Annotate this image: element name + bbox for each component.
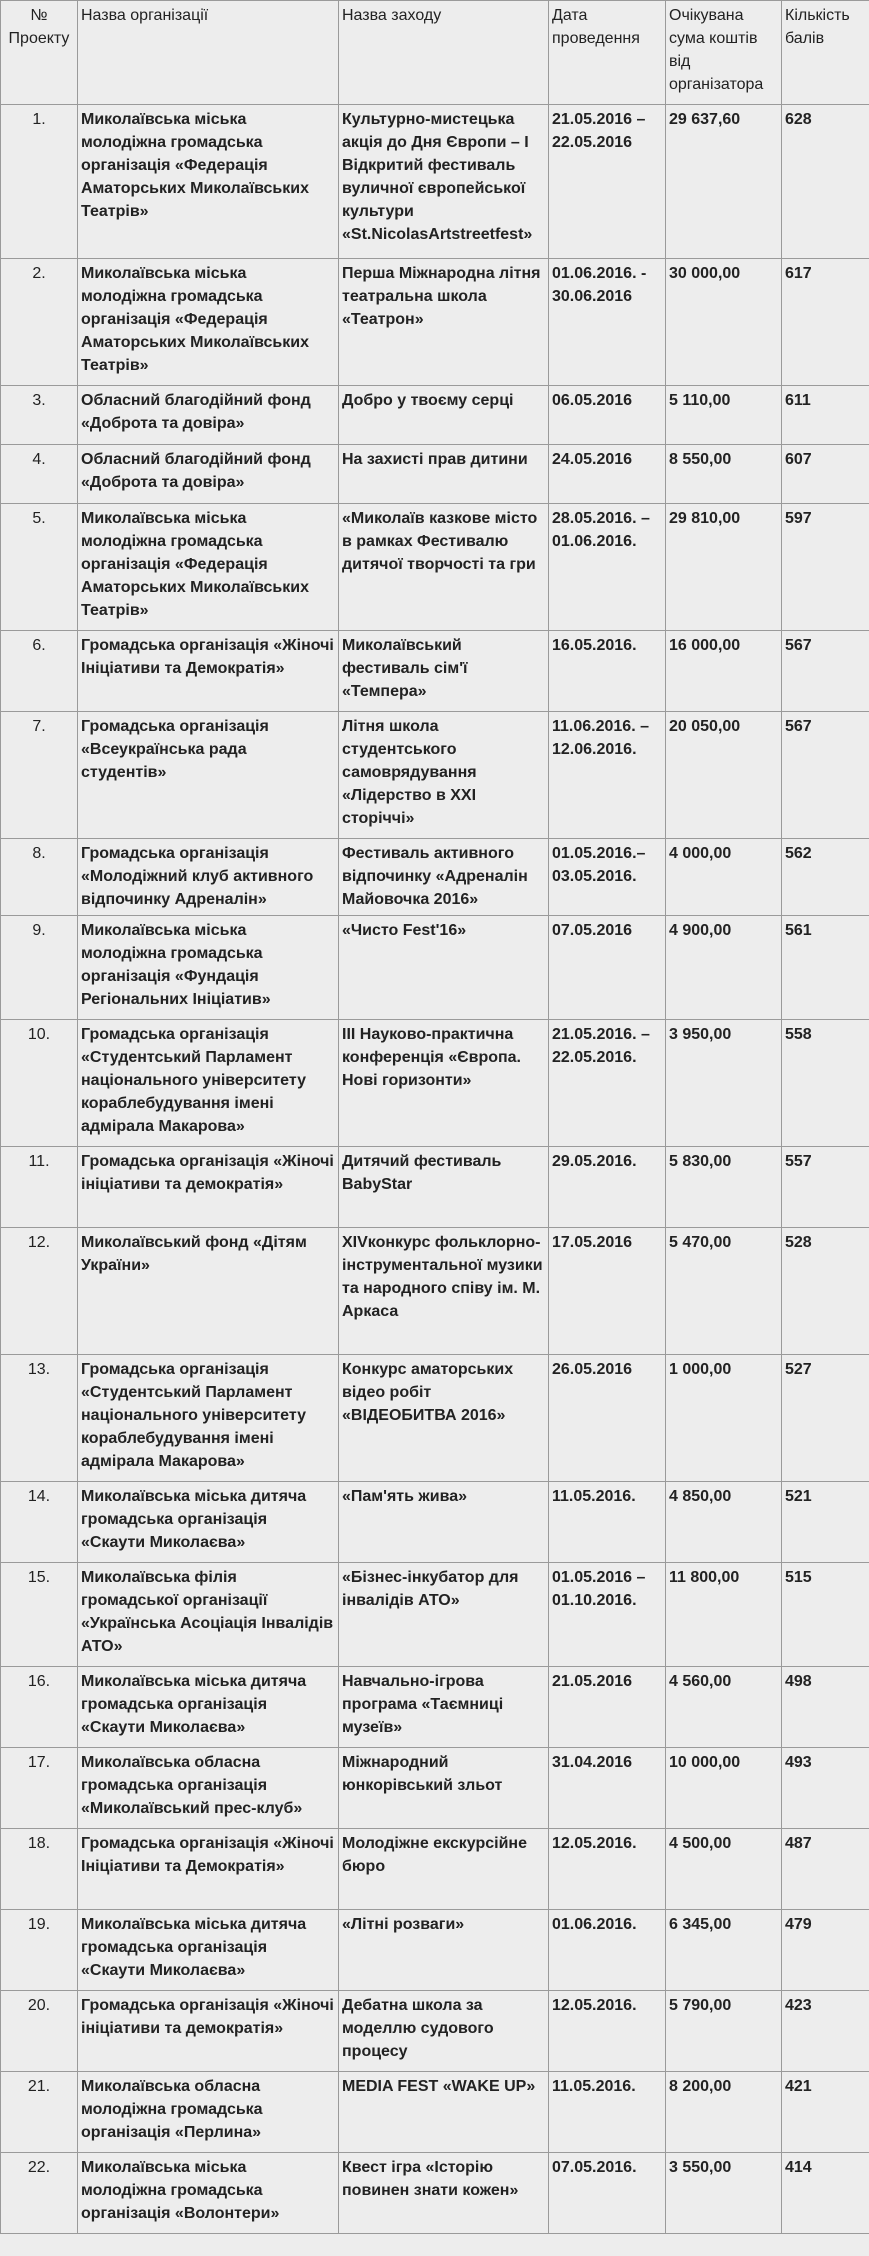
cell-score: 423 <box>782 1991 869 2072</box>
cell-number: 11. <box>1 1147 78 1228</box>
cell-event: На захисті прав дитини <box>339 445 549 504</box>
cell-amount: 4 000,00 <box>666 839 782 916</box>
cell-date: 17.05.2016 <box>549 1228 666 1355</box>
cell-date: 12.05.2016. <box>549 1991 666 2072</box>
cell-amount: 8 200,00 <box>666 2072 782 2153</box>
table-row <box>1 445 869 504</box>
cell-organization: Миколаївська обласна громадська організація «Миколаївський прес-клуб» <box>78 1748 339 1829</box>
cell-date: 11.05.2016. <box>549 2072 666 2153</box>
cell-date: 29.05.2016. <box>549 1147 666 1228</box>
cell-organization: Обласний благодійний фонд «Доброта та довіра» <box>78 386 339 445</box>
cell-number: 18. <box>1 1829 78 1910</box>
cell-number: 9. <box>1 916 78 1020</box>
cell-event: «Чисто Fest'16» <box>339 916 549 1020</box>
cell-event: Квест ігра «Історію повинен знати кожен» <box>339 2153 549 2234</box>
table-row <box>1 1991 869 2072</box>
cell-amount: 3 550,00 <box>666 2153 782 2234</box>
cell-number: 21. <box>1 2072 78 2153</box>
table-row <box>1 1355 869 1482</box>
cell-event: «Бізнес-інкубатор для інвалідів АТО» <box>339 1563 549 1667</box>
cell-organization: Громадська організація «Всеукраїнська рада студентів» <box>78 712 339 839</box>
cell-date: 16.05.2016. <box>549 631 666 712</box>
table-row <box>1 2153 869 2234</box>
cell-number: 3. <box>1 386 78 445</box>
cell-amount: 4 900,00 <box>666 916 782 1020</box>
cell-organization: Миколаївський фонд «Дітям України» <box>78 1228 339 1355</box>
cell-date: 12.05.2016. <box>549 1829 666 1910</box>
cell-score: 414 <box>782 2153 869 2234</box>
cell-amount: 29 637,60 <box>666 105 782 259</box>
cell-organization: Миколаївська міська дитяча громадська організація «Скаути Миколаєва» <box>78 1482 339 1563</box>
cell-organization: Громадська організація «Жіночі ініціативи та демократія» <box>78 1147 339 1228</box>
cell-event: Дебатна школа за моделлю судового процесу <box>339 1991 549 2072</box>
table-row <box>1 1482 869 1563</box>
cell-date: 11.05.2016. <box>549 1482 666 1563</box>
table-row <box>1 1829 869 1910</box>
cell-organization: Миколаївська міська молодіжна громадська організація «Федерація Аматорських Миколаївських Театрів» <box>78 105 339 259</box>
table-row <box>1 1147 869 1228</box>
table-body <box>1 105 869 2234</box>
cell-event: Фестиваль активного відпочинку «Адреналін Майовочка 2016» <box>339 839 549 916</box>
cell-score: 493 <box>782 1748 869 1829</box>
cell-number: 8. <box>1 839 78 916</box>
cell-event: Молодіжне екскурсійне бюро <box>339 1829 549 1910</box>
cell-number: 1. <box>1 105 78 259</box>
cell-score: 528 <box>782 1228 869 1355</box>
header-number: № Проекту <box>1 1 78 105</box>
cell-date: 07.05.2016. <box>549 2153 666 2234</box>
cell-event: ХІVконкурс фольклорно-інструментальної музики та народного співу ім. М. Аркаса <box>339 1228 549 1355</box>
cell-date: 11.06.2016. –12.06.2016. <box>549 712 666 839</box>
table-row <box>1 1228 869 1355</box>
cell-organization: Громадська організація «Жіночі ініціативи та демократія» <box>78 1991 339 2072</box>
cell-organization: Громадська організація «Студентський Парламент національного університету кораблебудування імені адмірала Макарова» <box>78 1355 339 1482</box>
table-row <box>1 259 869 386</box>
cell-amount: 4 500,00 <box>666 1829 782 1910</box>
cell-number: 7. <box>1 712 78 839</box>
cell-event: Навчально-ігрова програма «Таємниці музеїв» <box>339 1667 549 1748</box>
cell-amount: 30 000,00 <box>666 259 782 386</box>
table-row <box>1 386 869 445</box>
cell-organization: Громадська організація «Жіночі Ініціативи та Демократія» <box>78 631 339 712</box>
cell-organization: Обласний благодійний фонд «Доброта та довіра» <box>78 445 339 504</box>
cell-number: 6. <box>1 631 78 712</box>
cell-number: 14. <box>1 1482 78 1563</box>
cell-amount: 5 790,00 <box>666 1991 782 2072</box>
cell-event: Культурно-мистецька акція до Дня Європи – І Відкритий фестиваль вуличної європейської культури «St.NicolasArtstreetfest» <box>339 105 549 259</box>
cell-number: 19. <box>1 1910 78 1991</box>
cell-number: 10. <box>1 1020 78 1147</box>
cell-number: 17. <box>1 1748 78 1829</box>
cell-date: 21.05.2016 <box>549 1667 666 1748</box>
cell-amount: 5 830,00 <box>666 1147 782 1228</box>
cell-score: 567 <box>782 631 869 712</box>
cell-amount: 29 810,00 <box>666 504 782 631</box>
header-score: Кількість балів <box>782 1 869 105</box>
cell-amount: 4 560,00 <box>666 1667 782 1748</box>
cell-organization: Миколаївська міська молодіжна громадська організація «Волонтери» <box>78 2153 339 2234</box>
header-row <box>1 1 869 105</box>
cell-number: 2. <box>1 259 78 386</box>
header-organization: Назва організації <box>78 1 339 105</box>
cell-number: 20. <box>1 1991 78 2072</box>
cell-organization: Миколаївська обласна молодіжна громадська організація «Перлина» <box>78 2072 339 2153</box>
cell-date: 24.05.2016 <box>549 445 666 504</box>
table-row <box>1 1667 869 1748</box>
cell-number: 13. <box>1 1355 78 1482</box>
table-row <box>1 1563 869 1667</box>
cell-score: 557 <box>782 1147 869 1228</box>
cell-amount: 6 345,00 <box>666 1910 782 1991</box>
cell-score: 421 <box>782 2072 869 2153</box>
cell-amount: 5 110,00 <box>666 386 782 445</box>
cell-amount: 11 800,00 <box>666 1563 782 1667</box>
table-row <box>1 504 869 631</box>
cell-event: Міжнародний юнкорівський зльот <box>339 1748 549 1829</box>
cell-number: 4. <box>1 445 78 504</box>
cell-date: 07.05.2016 <box>549 916 666 1020</box>
table-row <box>1 105 869 259</box>
table-row <box>1 1910 869 1991</box>
cell-amount: 20 050,00 <box>666 712 782 839</box>
cell-score: 521 <box>782 1482 869 1563</box>
cell-date: 06.05.2016 <box>549 386 666 445</box>
cell-event: Конкурс аматорських відео робіт «ВІДЕОБИТВА 2016» <box>339 1355 549 1482</box>
cell-organization: Миколаївська міська дитяча громадська організація «Скаути Миколаєва» <box>78 1910 339 1991</box>
cell-score: 567 <box>782 712 869 839</box>
header-date: Дата проведення <box>549 1 666 105</box>
cell-number: 12. <box>1 1228 78 1355</box>
cell-score: 611 <box>782 386 869 445</box>
cell-amount: 16 000,00 <box>666 631 782 712</box>
cell-date: 31.04.2016 <box>549 1748 666 1829</box>
cell-event: «Літні розваги» <box>339 1910 549 1991</box>
table-row <box>1 1748 869 1829</box>
cell-organization: Громадська організація «Жіночі Ініціативи та Демократія» <box>78 1829 339 1910</box>
cell-amount: 3 950,00 <box>666 1020 782 1147</box>
cell-score: 487 <box>782 1829 869 1910</box>
cell-date: 01.05.2016 – 01.10.2016. <box>549 1563 666 1667</box>
cell-event: Миколаївський фестиваль сім'ї «Темпера» <box>339 631 549 712</box>
cell-event: Дитячий фестиваль BabyStar <box>339 1147 549 1228</box>
cell-score: 527 <box>782 1355 869 1482</box>
cell-event: «Пам'ять жива» <box>339 1482 549 1563</box>
cell-date: 01.06.2016. <box>549 1910 666 1991</box>
cell-organization: Миколаївська філія громадської організації «Українська Асоціація Інвалідів АТО» <box>78 1563 339 1667</box>
cell-event: ІІІ Науково-практична конференція «Європа. Нові горизонти» <box>339 1020 549 1147</box>
cell-date: 28.05.2016. – 01.06.2016. <box>549 504 666 631</box>
cell-organization: Миколаївська міська молодіжна громадська організація «Фундація Регіональних Ініціатив» <box>78 916 339 1020</box>
cell-date: 01.05.2016.– 03.05.2016. <box>549 839 666 916</box>
cell-organization: Громадська організація «Молодіжний клуб активного відпочинку Адреналін» <box>78 839 339 916</box>
cell-number: 22. <box>1 2153 78 2234</box>
cell-organization: Миколаївська міська молодіжна громадська організація «Федерація Аматорських Миколаївських Театрів» <box>78 259 339 386</box>
cell-date: 21.05.2016 – 22.05.2016 <box>549 105 666 259</box>
cell-date: 01.06.2016. - 30.06.2016 <box>549 259 666 386</box>
cell-amount: 1 000,00 <box>666 1355 782 1482</box>
cell-score: 562 <box>782 839 869 916</box>
table-row <box>1 916 869 1020</box>
cell-date: 26.05.2016 <box>549 1355 666 1482</box>
table-row <box>1 712 869 839</box>
cell-score: 628 <box>782 105 869 259</box>
table-row <box>1 631 869 712</box>
table-row <box>1 839 869 916</box>
cell-score: 617 <box>782 259 869 386</box>
cell-score: 561 <box>782 916 869 1020</box>
cell-event: Добро у твоєму серці <box>339 386 549 445</box>
cell-number: 15. <box>1 1563 78 1667</box>
header-amount: Очікувана сума коштів від організатора <box>666 1 782 105</box>
cell-number: 16. <box>1 1667 78 1748</box>
cell-score: 498 <box>782 1667 869 1748</box>
cell-amount: 8 550,00 <box>666 445 782 504</box>
cell-date: 21.05.2016. – 22.05.2016. <box>549 1020 666 1147</box>
table-row <box>1 2072 869 2153</box>
cell-organization: Миколаївська міська молодіжна громадська організація «Федерація Аматорських Миколаївських Театрів» <box>78 504 339 631</box>
cell-event: MEDIA FEST «WAKE UP» <box>339 2072 549 2153</box>
cell-number: 5. <box>1 504 78 631</box>
cell-event: Літня школа студентського самоврядування «Лідерство в ХХІ сторіччі» <box>339 712 549 839</box>
cell-event: Перша Міжнародна літня театральна школа «Театрон» <box>339 259 549 386</box>
cell-score: 558 <box>782 1020 869 1147</box>
cell-organization: Громадська організація «Студентський Парламент національного університету кораблебудування імені адмірала Макарова» <box>78 1020 339 1147</box>
cell-amount: 4 850,00 <box>666 1482 782 1563</box>
cell-amount: 5 470,00 <box>666 1228 782 1355</box>
cell-score: 479 <box>782 1910 869 1991</box>
cell-event: «Миколаїв казкове місто в рамках Фестивалю дитячої творчості та гри <box>339 504 549 631</box>
cell-score: 515 <box>782 1563 869 1667</box>
cell-amount: 10 000,00 <box>666 1748 782 1829</box>
cell-score: 597 <box>782 504 869 631</box>
header-event: Назва заходу <box>339 1 549 105</box>
cell-organization: Миколаївська міська дитяча громадська організація «Скаути Миколаєва» <box>78 1667 339 1748</box>
cell-score: 607 <box>782 445 869 504</box>
table-row <box>1 1020 869 1147</box>
